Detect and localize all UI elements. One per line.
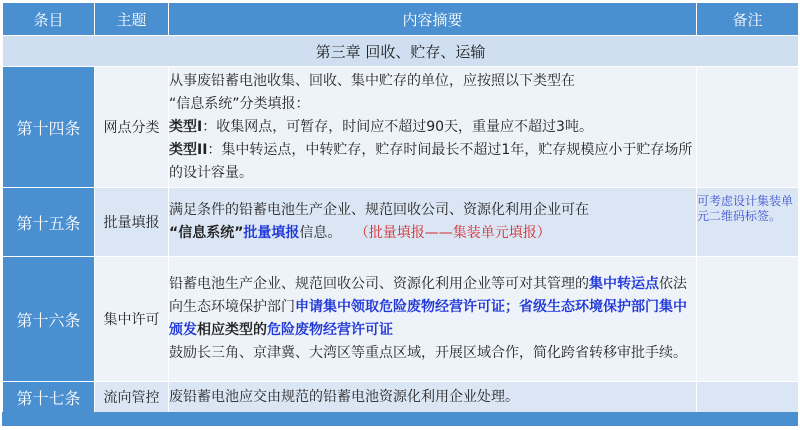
content-line: 废铅蓄电池应交由规范的铅蓄电池资源化利用企业处理。: [169, 388, 519, 405]
header-topic: 主题: [95, 3, 169, 36]
content-term: “信息系统”: [169, 225, 244, 241]
content-line: 依法向生态环境保护部门: [169, 276, 687, 315]
content-highlight: 危险废物经营许可证: [267, 322, 393, 338]
remark-cell: [697, 257, 799, 382]
remark-cell: [697, 382, 799, 413]
remark-cell: [697, 67, 799, 188]
content-line: 信息。: [299, 225, 342, 241]
content-highlight: 批量填报: [243, 225, 300, 241]
content-highlight: 申请集中领取危险废物经营许可证；省级生态环境保护部门集中颁发: [169, 299, 687, 338]
table-row: [3, 188, 799, 257]
footer-bar: [2, 412, 798, 426]
content-line: 满足条件的铅蓄电池生产企业、规范回收公司、资源化利用企业可在: [169, 202, 589, 218]
article-number: 第十四条: [3, 67, 95, 188]
chapter-title: 第三章 回收、贮存、运输: [3, 36, 799, 67]
header-remark: 备注: [697, 3, 799, 36]
header-row: [3, 3, 799, 36]
table-row: [3, 67, 799, 188]
content-highlight: 集中转运点: [589, 276, 659, 292]
header-article: 条目: [3, 3, 95, 36]
topic-cell: 集中许可: [95, 257, 169, 382]
content-line: “信息系统”分类填报：: [169, 95, 310, 112]
article-number: 第十五条: [3, 188, 95, 257]
content-cell: [169, 67, 697, 188]
content-line: 铅蓄电池生产企业、规范回收公司、资源化利用企业等可对其管理的: [169, 276, 589, 292]
content-line: ：集中转运点，中转贮存，贮存时间最长不超过1年，贮存规模应小于贮存场所的设计容量。: [169, 141, 693, 181]
chapter-row: [3, 36, 799, 67]
content-line: 鼓励长三角、京津冀、大湾区等重点区域，开展区域合作，简化跨省转移审批手续。: [169, 345, 687, 361]
topic-cell: 流向管控: [95, 382, 169, 413]
topic-cell: 批量填报: [95, 188, 169, 257]
table-row: [3, 382, 799, 413]
content-term: 相应类型的: [197, 322, 267, 338]
content-cell: [169, 257, 697, 382]
type-label: 类型II: [169, 141, 208, 158]
remark-cell: 可考虑设计集装单元二维码标签。: [697, 188, 799, 257]
content-line: 从事废铅蓄电池收集、回收、集中贮存的单位，应按照以下类型在: [169, 72, 575, 89]
content-line: ：收集网点，可暂存，时间应不超过90天，重量应不超过3吨。: [202, 118, 593, 135]
content-note: （批量填报——集装单元填报）: [354, 225, 551, 241]
header-content: 内容摘要: [169, 3, 697, 36]
content-cell: [169, 382, 697, 413]
article-number: 第十七条: [3, 382, 95, 413]
table-row: [3, 257, 799, 382]
article-number: 第十六条: [3, 257, 95, 382]
regulation-table: [2, 2, 799, 413]
type-label: 类型I: [169, 118, 203, 135]
content-cell: [169, 188, 697, 257]
topic-cell: 网点分类: [95, 67, 169, 188]
